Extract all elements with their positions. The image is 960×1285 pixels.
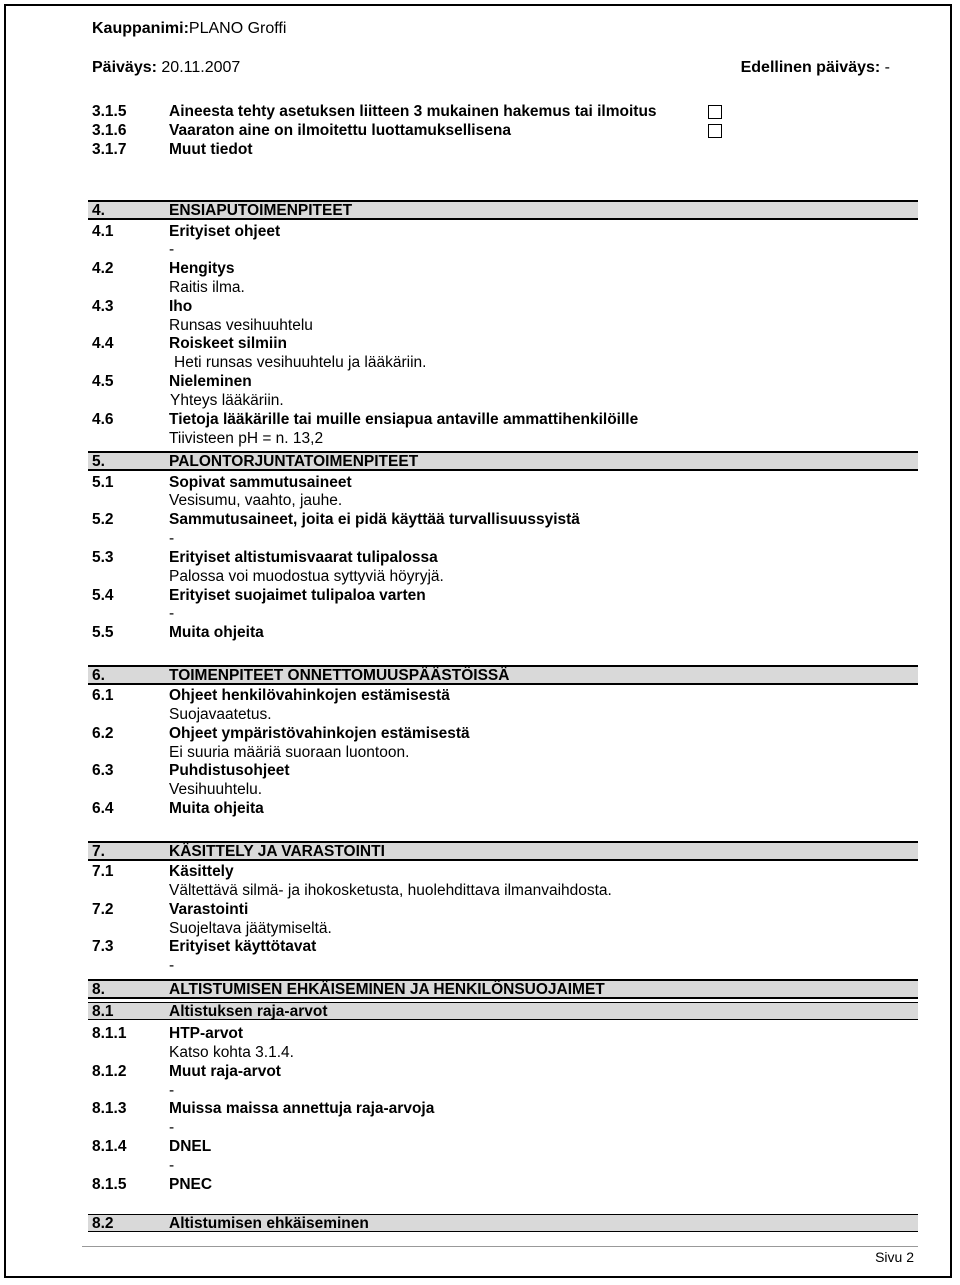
text-8-1-4 <box>92 1157 918 1175</box>
row-title: Erityiset ohjeet <box>169 223 281 240</box>
row-8-1-4 <box>92 1138 918 1156</box>
row-text: Suojeltava jäätymiseltä. <box>169 920 332 937</box>
row-text: Raitis ilma. <box>169 279 245 296</box>
row-8-1-1 <box>92 1025 918 1043</box>
row-7-1 <box>92 863 918 881</box>
row-text: Palossa voi muodostua syttyviä höyryjä. <box>169 568 444 585</box>
row-number: 8.1.1 <box>92 1025 127 1042</box>
text-6-3 <box>92 781 918 799</box>
subsection-header-8-1 <box>88 1002 918 1020</box>
row-4-2 <box>92 260 918 278</box>
text-7-2 <box>92 920 918 938</box>
row-title: Käsittely <box>169 863 234 880</box>
text-6-1 <box>92 706 918 724</box>
text-4-1 <box>92 241 918 259</box>
row-number: 7.1 <box>92 863 114 880</box>
row-6-2 <box>92 725 918 743</box>
text-6-2 <box>92 744 918 762</box>
row-number: 4.3 <box>92 298 114 315</box>
footer-divider <box>82 1246 918 1247</box>
row-5-5 <box>92 624 918 642</box>
row-number: 3.1.7 <box>92 141 127 158</box>
row-title: Sammutusaineet, joita ei pidä käyttää turvallisuussyistä <box>169 511 580 528</box>
row-text: Heti runsas vesihuuhtelu ja lääkäriin. <box>174 354 427 371</box>
row-4-6 <box>92 411 918 429</box>
row-text: - <box>169 1157 175 1174</box>
row-number: 3.1.5 <box>92 103 127 120</box>
section-title: KÄSITTELY JA VARASTOINTI <box>169 843 385 860</box>
row-8-1-5 <box>92 1176 918 1194</box>
row-number: 5.1 <box>92 474 114 491</box>
row-3-1-6 <box>92 122 918 140</box>
row-title: Muita ohjeita <box>169 800 264 817</box>
text-4-6 <box>92 430 918 448</box>
section-header-6 <box>88 665 918 685</box>
row-text: - <box>169 605 175 622</box>
row-4-4 <box>92 335 918 353</box>
row-title: Ohjeet henkilövahinkojen estämisestä <box>169 687 450 704</box>
text-5-1 <box>92 492 918 510</box>
page-number: Sivu 2 <box>875 1249 914 1265</box>
company-line <box>92 20 286 38</box>
row-title: HTP-arvot <box>169 1025 244 1042</box>
text-7-1 <box>92 882 918 900</box>
row-title: Erityiset altistumisvaarat tulipalossa <box>169 549 438 566</box>
row-text: Vesihuuhtelu. <box>169 781 263 798</box>
text-4-2 <box>92 279 918 297</box>
row-number: 7.3 <box>92 938 114 955</box>
row-5-1 <box>92 474 918 492</box>
date-value: 20.11.2007 <box>161 59 241 76</box>
section-title: Altistuksen raja-arvot <box>169 1003 328 1020</box>
row-title: Nieleminen <box>169 373 252 390</box>
row-8-1-2 <box>92 1063 918 1081</box>
section-number: 8.1 <box>92 1003 114 1020</box>
row-4-5 <box>92 373 918 391</box>
row-4-3 <box>92 298 918 316</box>
text-4-4 <box>92 354 918 372</box>
row-title: Muita ohjeita <box>169 624 264 641</box>
section-number: 6. <box>92 667 105 684</box>
row-number: 5.4 <box>92 587 114 604</box>
row-number: 8.1.2 <box>92 1063 127 1080</box>
row-number: 4.4 <box>92 335 114 352</box>
row-number: 4.2 <box>92 260 114 277</box>
row-number: 4.6 <box>92 411 114 428</box>
row-title: Puhdistusohjeet <box>169 762 290 779</box>
row-title: Muissa maissa annettuja raja-arvoja <box>169 1100 435 1117</box>
row-title: Hengitys <box>169 260 235 277</box>
subsection-header-8-2 <box>88 1214 918 1232</box>
row-title: Vaaraton aine on ilmoitettu luottamuksellisena <box>169 122 511 139</box>
text-8-1-3 <box>92 1119 918 1137</box>
row-number: 8.1.3 <box>92 1100 127 1117</box>
row-number: 4.5 <box>92 373 114 390</box>
checkbox-3-1-6[interactable] <box>708 124 722 138</box>
row-number: 8.1.4 <box>92 1138 127 1155</box>
checkbox-3-1-5[interactable] <box>708 105 722 119</box>
row-number: 7.2 <box>92 901 114 918</box>
section-number: 8.2 <box>92 1215 114 1232</box>
row-number: 8.1.5 <box>92 1176 127 1193</box>
row-text: - <box>169 1119 175 1136</box>
row-5-2 <box>92 511 918 529</box>
row-text: - <box>169 1082 175 1099</box>
section-title: PALONTORJUNTATOIMENPITEET <box>169 453 419 470</box>
section-header-4 <box>88 200 918 220</box>
row-number: 5.2 <box>92 511 114 528</box>
row-text: - <box>169 241 175 258</box>
prev-date-label: Edellinen päiväys: <box>740 59 881 76</box>
row-8-1-3 <box>92 1100 918 1118</box>
row-title: Roiskeet silmiin <box>169 335 288 352</box>
section-title: TOIMENPITEET ONNETTOMUUSPÄÄSTÖISSÄ <box>169 667 510 684</box>
prev-date-value: - <box>884 59 890 76</box>
text-8-1-1 <box>92 1044 918 1062</box>
row-text: Runsas vesihuuhtelu <box>169 317 313 334</box>
row-number: 4.1 <box>92 223 114 240</box>
date-line <box>92 59 918 77</box>
prev-date <box>741 59 890 77</box>
row-title: Sopivat sammutusaineet <box>169 474 352 491</box>
row-number: 6.3 <box>92 762 114 779</box>
text-7-3 <box>92 957 918 975</box>
row-text: - <box>169 530 175 547</box>
date-label: Päiväys: <box>92 59 157 76</box>
section-number: 5. <box>92 453 105 470</box>
row-5-3 <box>92 549 918 567</box>
text-4-5 <box>92 392 918 410</box>
section-title: ENSIAPUTOIMENPITEET <box>169 202 353 219</box>
row-number: 5.5 <box>92 624 114 641</box>
row-number: 6.1 <box>92 687 114 704</box>
row-7-2 <box>92 901 918 919</box>
text-5-3 <box>92 568 918 586</box>
section-number: 8. <box>92 981 105 998</box>
row-text: - <box>169 957 175 974</box>
text-8-1-2 <box>92 1082 918 1100</box>
row-title: Iho <box>169 298 193 315</box>
row-3-1-5 <box>92 103 918 121</box>
row-title: Varastointi <box>169 901 249 918</box>
row-3-1-7 <box>92 141 918 159</box>
row-number: 3.1.6 <box>92 122 127 139</box>
row-6-3 <box>92 762 918 780</box>
row-number: 6.2 <box>92 725 114 742</box>
section-title: ALTISTUMISEN EHKÄISEMINEN JA HENKILÖNSUOJAIMET <box>169 981 605 998</box>
row-text: Ei suuria määriä suoraan luontoon. <box>169 744 410 761</box>
section-number: 4. <box>92 202 105 219</box>
row-text: Tiivisteen pH = n. 13,2 <box>169 430 324 447</box>
row-text: Suojavaatetus. <box>169 706 272 723</box>
company-value: PLANO Groffi <box>188 20 287 37</box>
row-number: 6.4 <box>92 800 114 817</box>
text-5-2 <box>92 530 918 548</box>
section-number: 7. <box>92 843 105 860</box>
row-title: Ohjeet ympäristövahinkojen estämisestä <box>169 725 470 742</box>
row-title: Erityiset suojaimet tulipaloa varten <box>169 587 426 604</box>
row-title: Aineesta tehty asetuksen liitteen 3 mukainen hakemus tai ilmoitus <box>169 103 657 120</box>
section-title: Altistumisen ehkäiseminen <box>169 1215 369 1232</box>
section-header-8 <box>88 979 918 999</box>
text-5-4 <box>92 605 918 623</box>
row-number: 5.3 <box>92 549 114 566</box>
row-title: PNEC <box>169 1176 213 1193</box>
row-title: Muut tiedot <box>169 141 253 158</box>
row-title: Tietoja lääkärille tai muille ensiapua antaville ammattihenkilöille <box>169 411 639 428</box>
row-6-1 <box>92 687 918 705</box>
section-header-5 <box>88 451 918 471</box>
row-title: DNEL <box>169 1138 212 1155</box>
row-title: Erityiset käyttötavat <box>169 938 317 955</box>
row-text: Yhteys lääkäriin. <box>170 392 284 409</box>
row-6-4 <box>92 800 918 818</box>
section-header-7 <box>88 841 918 861</box>
row-5-4 <box>92 587 918 605</box>
row-title: Muut raja-arvot <box>169 1063 281 1080</box>
row-text: Vältettävä silmä- ja ihokosketusta, huolehdittava ilmanvaihdosta. <box>169 882 612 899</box>
text-4-3 <box>92 317 918 335</box>
company-label: Kauppanimi: <box>92 20 189 37</box>
row-text: Katso kohta 3.1.4. <box>169 1044 294 1061</box>
row-text: Vesisumu, vaahto, jauhe. <box>169 492 343 509</box>
row-7-3 <box>92 938 918 956</box>
row-4-1 <box>92 223 918 241</box>
